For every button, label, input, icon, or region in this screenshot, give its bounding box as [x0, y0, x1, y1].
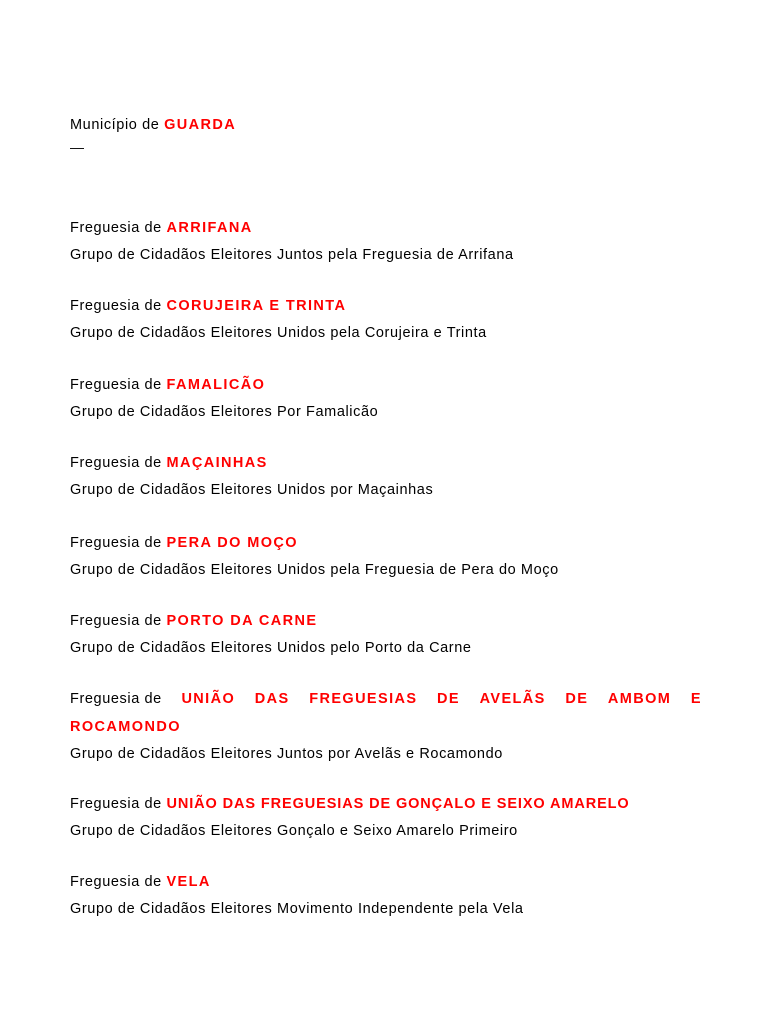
municipio-heading: [70, 116, 236, 134]
freguesia-heading: [70, 795, 702, 813]
grupo-name: Grupo de Cidadãos Eleitores Gonçalo e Seixo Amarelo Primeiro: [70, 823, 518, 839]
freguesia-heading: [70, 376, 702, 394]
freguesia-name-word: UNIÃO: [181, 691, 236, 707]
freguesia-entry: [70, 454, 702, 499]
freguesia-entry: [70, 873, 702, 918]
freguesia-name: FAMALICÃO: [166, 377, 266, 393]
freguesia-name-word: AVELÃS: [479, 691, 546, 707]
freguesia-heading: [70, 297, 702, 315]
freguesia-name: ARRIFANA: [166, 220, 253, 236]
grupo-name: Grupo de Cidadãos Eleitores Juntos por Avelãs e Rocamondo: [70, 746, 503, 762]
freguesia-name-word: DE: [437, 691, 460, 707]
freguesia-name-line2: ROCAMONDO: [70, 719, 181, 735]
grupo-name: Grupo de Cidadãos Eleitores Unidos por Maçainhas: [70, 482, 434, 498]
freguesia-heading: [70, 219, 702, 237]
freguesia-name: PORTO DA CARNE: [166, 613, 318, 629]
freguesia-entry: [70, 612, 702, 657]
freguesia-prefix: Freguesia de: [70, 874, 162, 890]
freguesia-name-word: AMBOM: [607, 691, 672, 707]
grupo-name: Grupo de Cidadãos Eleitores Unidos pelo Porto da Carne: [70, 640, 472, 656]
freguesia-heading: [70, 534, 702, 552]
municipio-name: GUARDA: [164, 117, 237, 133]
grupo-name: Grupo de Cidadãos Eleitores Movimento Independente pela Vela: [70, 901, 524, 917]
freguesia-heading: [70, 612, 702, 630]
freguesia-entry: [70, 376, 702, 421]
freguesia-prefix: Freguesia de: [70, 691, 162, 707]
freguesia-entry: [70, 534, 702, 579]
freguesia-name: MAÇAINHAS: [166, 455, 268, 471]
freguesia-name: CORUJEIRA E TRINTA: [166, 298, 347, 314]
freguesia-prefix: Freguesia de: [70, 535, 162, 551]
freguesia-name: PERA DO MOÇO: [166, 535, 298, 551]
freguesia-prefix: Freguesia de: [70, 298, 162, 314]
freguesia-heading: [70, 690, 702, 708]
freguesia-heading: [70, 454, 702, 472]
grupo-name: Grupo de Cidadãos Eleitores Por Famalicão: [70, 404, 379, 420]
freguesia-name: UNIÃO DAS FREGUESIAS DE GONÇALO E SEIXO AMARELO: [166, 796, 630, 812]
freguesia-prefix: Freguesia de: [70, 613, 162, 629]
municipio-prefix: Município de: [70, 117, 160, 133]
freguesia-heading-continued: [70, 718, 702, 736]
freguesia-entry: [70, 795, 702, 840]
grupo-name: Grupo de Cidadãos Eleitores Unidos pela Corujeira e Trinta: [70, 325, 487, 341]
freguesia-entry: [70, 297, 702, 342]
freguesia-heading: [70, 873, 702, 891]
freguesia-name-word: FREGUESIAS: [309, 691, 418, 707]
grupo-name: Grupo de Cidadãos Eleitores Unidos pela Freguesia de Pera do Moço: [70, 562, 559, 578]
freguesia-prefix: Freguesia de: [70, 455, 162, 471]
freguesia-name-word: E: [690, 691, 702, 707]
freguesia-prefix: Freguesia de: [70, 796, 162, 812]
freguesia-prefix: Freguesia de: [70, 220, 162, 236]
freguesia-name-word: DE: [565, 691, 589, 707]
freguesia-entry: [70, 219, 702, 264]
freguesia-name-word: DAS: [254, 691, 290, 707]
freguesia-name: VELA: [166, 874, 211, 890]
grupo-name: Grupo de Cidadãos Eleitores Juntos pela Freguesia de Arrifana: [70, 247, 514, 263]
separator-dash: —: [70, 139, 84, 155]
freguesia-entry: [70, 690, 702, 763]
freguesia-prefix: Freguesia de: [70, 377, 162, 393]
